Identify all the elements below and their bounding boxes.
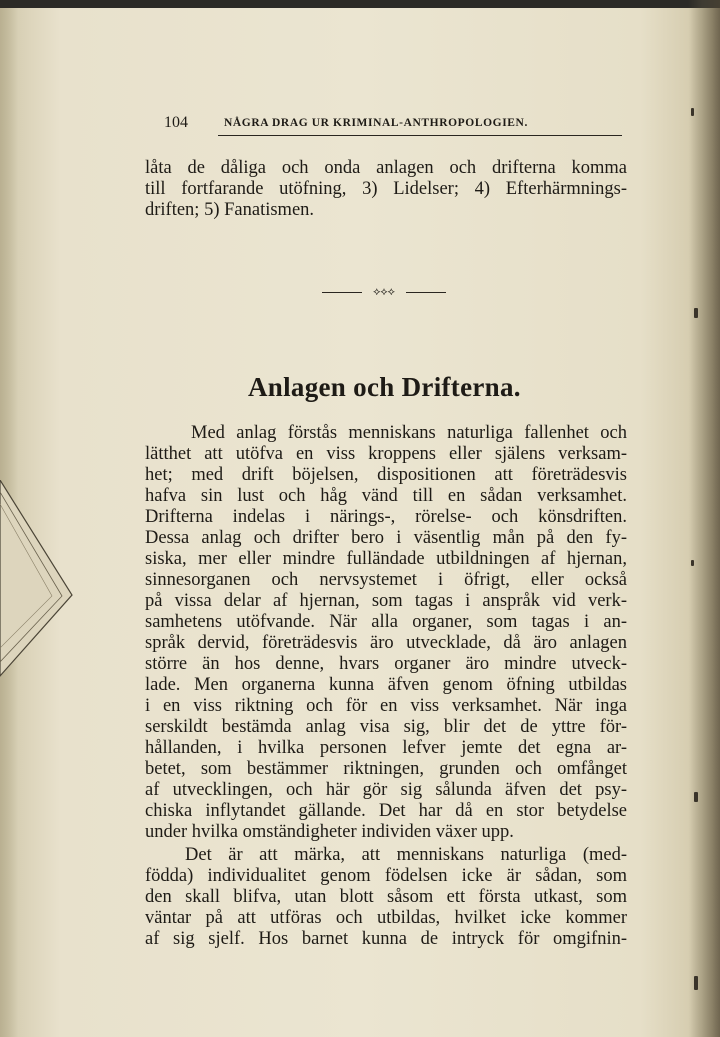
running-head bbox=[160, 114, 622, 136]
text-line: i en viss riktning och för en viss verksamhet. När inga bbox=[145, 696, 627, 716]
text-line: under hvilka omständigheter individen växer upp. bbox=[145, 822, 514, 842]
text-line: het; med drift böjelsen, dispositionen att företrädesvis bbox=[145, 465, 627, 485]
text-line: födda) individualitet genom födelsen icke är sådan, som bbox=[145, 866, 627, 886]
text-line: siska, mer eller mindre fulländade utbildningen af hjernan, bbox=[145, 549, 627, 569]
text-line: låta de dåliga och onda anlagen och drifterna komma bbox=[145, 158, 627, 178]
text-line: samhetens utöfvande. När alla organer, som tagas i an- bbox=[145, 612, 627, 632]
running-title: NÅGRA DRAG UR KRIMINAL-ANTHROPOLOGIEN. bbox=[224, 117, 528, 129]
text-line: på vissa delar af hjernan, som tagas i anspråk vid verk- bbox=[145, 591, 627, 611]
paragraph-2 bbox=[145, 845, 627, 950]
text-line: Dessa anlag och drifter bero i väsentlig mån på den fy- bbox=[145, 528, 627, 548]
text-line: Med anlag förstås menniskans naturliga fallenhet och bbox=[191, 423, 627, 443]
ornament-glyphs: ⟡⟡⟡ bbox=[373, 285, 395, 298]
text-line: af utvecklingen, och här gör sig sålunda äfven det psy- bbox=[145, 780, 627, 800]
header-rule bbox=[218, 135, 622, 136]
intro-paragraph bbox=[145, 158, 627, 221]
text-line: den skall blifva, utan blott såsom ett första utkast, som bbox=[145, 887, 627, 907]
text-line: lade. Men organerna kunna äfven genom öfning utbildas bbox=[145, 675, 627, 695]
text-line: serskildt bestämda anlag visa sig, blir det de yttre för- bbox=[145, 717, 627, 737]
text-line: sinnesorganen och nervsystemet i öfrigt, eller också bbox=[145, 570, 627, 590]
text-line: af sig sjelf. Hos barnet kunna de intryck för omgifnin- bbox=[145, 929, 627, 949]
text-line: språk dervid, företrädesvis äro utvecklade, då äro anlagen bbox=[145, 633, 627, 653]
text-line: väntar på att utföras och utbildas, hvilket icke kommer bbox=[145, 908, 627, 928]
text-line: betet, som bestämmer riktningen, grunden och omfånget bbox=[145, 759, 627, 779]
text-line: lätthet att utöfva en viss kroppens eller själens verksam- bbox=[145, 444, 627, 464]
text-line: hållanden, i hvilka personen lefver jemte det egna ar- bbox=[145, 738, 627, 758]
ornament-rule-left bbox=[322, 292, 362, 293]
ornament-rule-right bbox=[406, 292, 446, 293]
text-line: större än hos denne, hvars organer äro mindre utveck- bbox=[145, 654, 627, 674]
text-line: hafva sin lust och håg vänd till en sådan verksamhet. bbox=[145, 486, 627, 506]
text-line: driften; 5) Fanatismen. bbox=[145, 200, 315, 220]
text-line: Det är att märka, att menniskans naturliga (med- bbox=[185, 845, 627, 865]
text-line: chiska inflytandet gällande. Det har då en stor betydelse bbox=[145, 801, 627, 821]
text-line: till fortfarande utöfning, 3) Lidelser; 4) Efterhärmnings- bbox=[145, 179, 627, 199]
page-number: 104 bbox=[164, 114, 188, 131]
paragraph-1 bbox=[145, 423, 627, 843]
section-title: Anlagen och Drifterna. bbox=[248, 372, 521, 402]
text-line: Drifterna indelas i närings-, rörelse- och könsdriften. bbox=[145, 507, 627, 527]
section-divider-ornament bbox=[322, 284, 446, 300]
